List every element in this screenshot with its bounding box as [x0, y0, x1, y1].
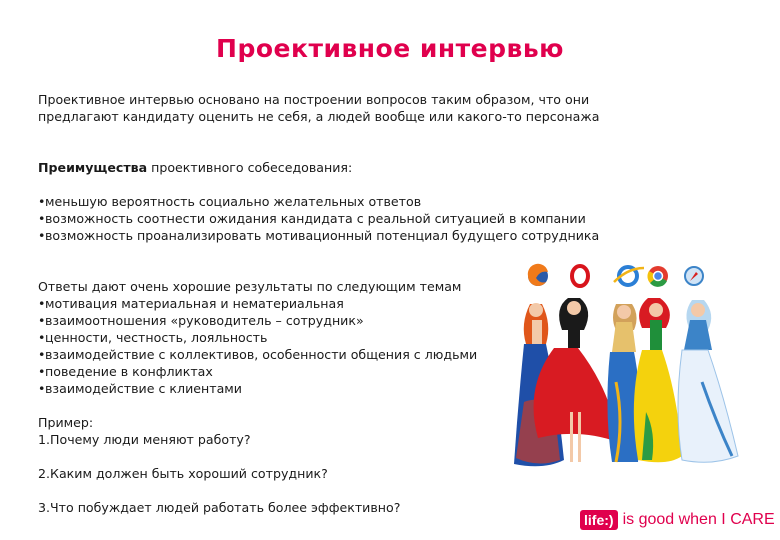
example-question-3: 3.Что побуждает людей работать более эффективно? — [38, 500, 401, 515]
advantages-bold: Преимущества — [38, 160, 148, 175]
list-item: •взаимодействие с коллективов, особенности общения с людьми — [38, 347, 478, 362]
advantages-heading — [38, 159, 678, 176]
list-item: •меньшую вероятность социально желательных ответов — [38, 194, 422, 209]
advantages-list — [38, 193, 678, 244]
chrome-icon — [647, 266, 668, 287]
firefox-icon — [528, 264, 548, 286]
brand-logo — [580, 509, 775, 531]
list-item: •ценности, честность, лояльность — [38, 330, 268, 345]
page-title: Проективное интервью — [216, 34, 564, 63]
answers-heading: Ответы дают очень хорошие результаты по следующим темам — [38, 279, 462, 294]
list-item: •мотивация материальная и нематериальная — [38, 296, 344, 311]
example-heading: Пример: — [38, 415, 94, 430]
intro-line-2: предлагают кандидату оценить не себя, а людей вообще или какого-то персонажа — [38, 109, 600, 124]
list-item: •поведение в конфликтах — [38, 364, 213, 379]
list-item: •возможность проанализировать мотивационный потенциал будущего сотрудника — [38, 228, 600, 243]
advantages-rest: проективного собеседования: — [147, 160, 353, 175]
browsers-illustration — [506, 262, 746, 482]
intro-line-1: Проективное интервью основано на построении вопросов таким образом, что они — [38, 92, 590, 107]
opera-icon — [572, 266, 588, 286]
list-item: •взаимоотношения «руководитель – сотрудник» — [38, 313, 364, 328]
example-question-1: 1.Почему люди меняют работу? — [38, 432, 251, 447]
safari-icon — [685, 267, 703, 285]
safari-figure — [678, 300, 738, 462]
ie-icon — [614, 267, 644, 285]
example-question-2: 2.Каким должен быть хороший сотрудник? — [38, 466, 328, 481]
list-item: •возможность соотнести ожидания кандидата с реальной ситуацией в компании — [38, 211, 586, 226]
chrome-figure — [634, 298, 682, 462]
list-item: •взаимодействие с клиентами — [38, 381, 242, 396]
logo-box: life:) — [580, 510, 618, 530]
logo-tagline: is good when I CARE — [622, 511, 775, 528]
